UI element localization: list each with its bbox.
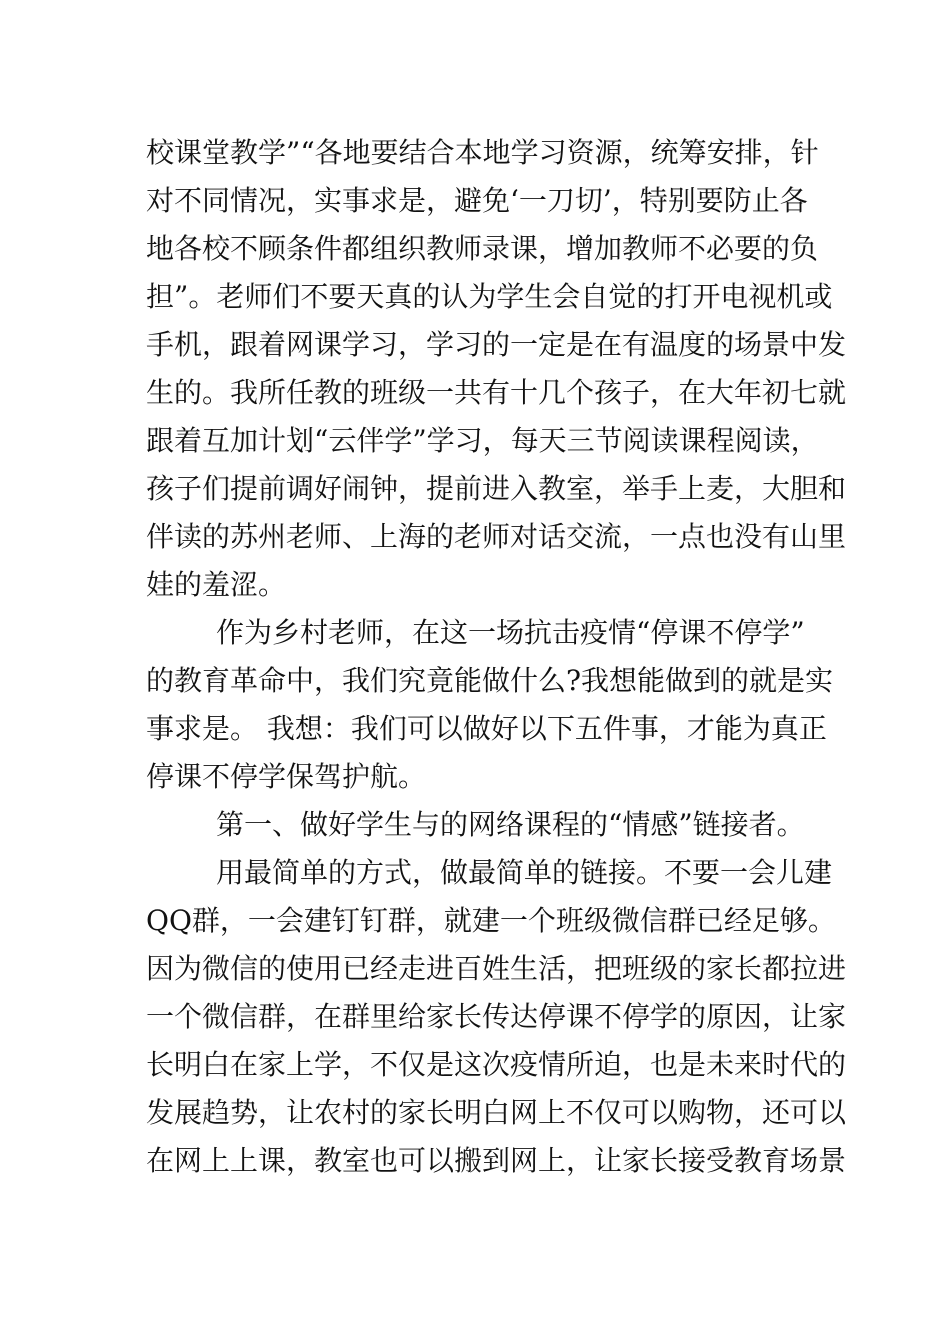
text-line: 发展趋势，让农村的家长明白网上不仅可以购物，还可以 [146, 1096, 847, 1129]
paragraph-start-line: 用最简单的方式，做最简单的链接。不要一会儿建 [216, 856, 833, 889]
text-line: 伴读的苏州老师、上海的老师对话交流，一点也没有山里 [146, 520, 847, 553]
text-line: 的教育革命中，我们究竟能做什么?我想能做到的就是实 [146, 664, 834, 697]
text-line: 地各校不顾条件都组织教师录课，增加教师不必要的负 [146, 232, 819, 265]
text-line: 生的。我所任教的班级一共有十几个孩子，在大年初七就 [146, 376, 847, 409]
text-line: QQ群，一会建钉钉群，就建一个班级微信群已经足够。 [146, 904, 836, 937]
text-line: 手机，跟着网课学习，学习的一定是在有温度的场景中发 [146, 328, 847, 361]
text-line: 校课堂教学”“各地要结合本地学习资源，统筹安排，针 [146, 136, 819, 169]
text-line: 对不同情况，实事求是，避免‘一刀切’，特别要防止各 [146, 184, 808, 217]
paragraph-start-line: 作为乡村老师，在这一场抗击疫情“停课不停学” [216, 616, 805, 649]
text-line: 一个微信群，在群里给家长传达停课不停学的原因，让家 [146, 1000, 847, 1033]
section-heading: 第一、做好学生与的网络课程的“情感”链接者。 [216, 808, 805, 841]
text-line: 跟着互加计划“云伴学”学习，每天三节阅读课程阅读， [146, 424, 819, 457]
text-line: 担”。老师们不要天真的认为学生会自觉的打开电视机或 [146, 280, 833, 313]
text-line: 在网上上课，教室也可以搬到网上，让家长接受教育场景 [146, 1144, 847, 1177]
text-line: 事求是。 我想：我们可以做好以下五件事，才能为真正 [146, 712, 827, 745]
document-body [146, 129, 847, 1185]
text-line: 孩子们提前调好闹钟，提前进入教室，举手上麦，大胆和 [146, 472, 847, 505]
text-line: 因为微信的使用已经走进百姓生活，把班级的家长都拉进 [146, 952, 847, 985]
text-line: 长明白在家上学，不仅是这次疫情所迫，也是未来时代的 [146, 1048, 847, 1081]
text-line: 停课不停学保驾护航。 [146, 760, 427, 793]
text-line: 娃的羞涩。 [146, 568, 287, 601]
